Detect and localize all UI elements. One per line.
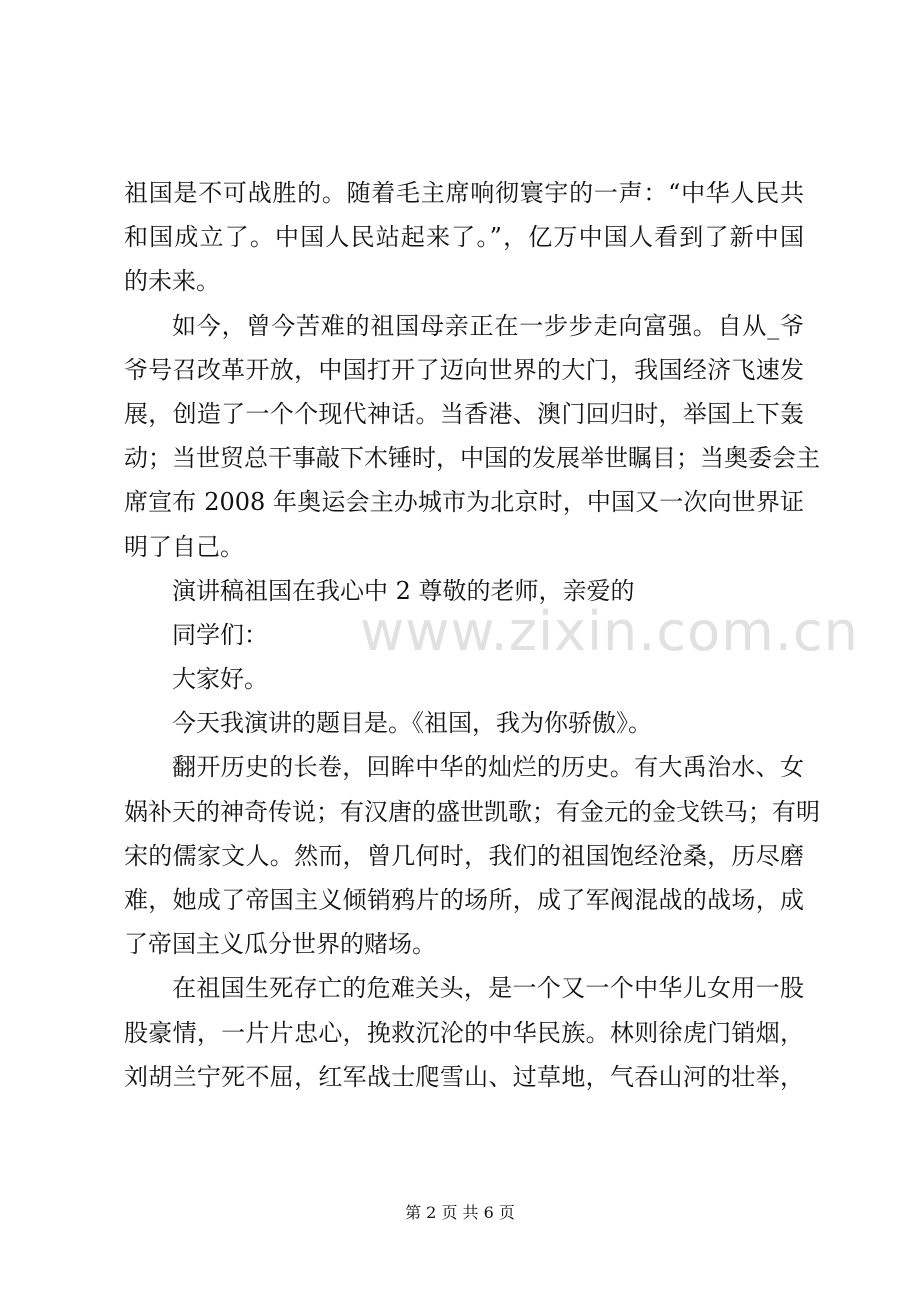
- text-line: 今天我演讲的题目是。《祖国，我为你骄傲》。: [172, 709, 652, 738]
- text-line: 演讲稿祖国在我心中 2 尊敬的老师，亲爱的: [172, 576, 635, 605]
- text-line: 股豪情，一片片忠心，挽救沉沦的中华民族。林则徐虎门销烟，: [124, 1018, 804, 1047]
- text-line: 了帝国主义瓜分世界的赌场。: [124, 930, 436, 959]
- text-line: 娲补天的神奇传说；有汉唐的盛世凯歌；有金元的金戈铁马；有明: [124, 797, 820, 826]
- text-line: 大家好。: [172, 665, 268, 694]
- text-line: 祖国是不可战胜的。随着毛主席响彻寰宇的一声：“中华人民共: [124, 179, 804, 207]
- text-line: 刘胡兰宁死不屈，红军战士爬雪山、过草地，气吞山河的壮举，: [124, 1062, 804, 1091]
- text-line: 和国成立了。中国人民站起来了。”，亿万中国人看到了新中国: [124, 223, 804, 252]
- text-line: 爷号召改革开放，中国打开了迈向世界的大门，我国经济飞速发: [124, 355, 804, 384]
- text-line: 如今，曾今苦难的祖国母亲正在一步步走向富强。自从_爷: [172, 311, 804, 340]
- text-line: 的未来。: [124, 267, 220, 296]
- text-line: 在祖国生死存亡的危难关头，是一个又一个中华儿女用一股: [172, 974, 804, 1003]
- text-line: 动；当世贸总干事敲下木锤时，中国的发展举世瞩目；当奥委会主: [124, 444, 820, 473]
- text-line: 席宣布 2008 年奥运会主办城市为北京时，中国又一次向世界证: [124, 488, 804, 517]
- watermark: www.zixin.com.cn: [360, 600, 859, 663]
- text-line: 难，她成了帝国主义倾销鸦片的场所，成了军阀混战的战场，成: [124, 886, 804, 914]
- text-line: 展，创造了一个个现代神话。当香港、澳门回归时，举国上下轰: [124, 399, 804, 428]
- text-line: 翻开历史的长卷，回眸中华的灿烂的历史。有大禹治水、女: [172, 753, 804, 782]
- text-line: 宋的儒家文人。然而，曾几何时，我们的祖国饱经沧桑，历尽磨: [124, 841, 804, 870]
- text-line: 明了自己。: [124, 532, 244, 561]
- page-number-footer: 第 2 页 共 6 页: [405, 1203, 515, 1222]
- body-text: [124, 171, 820, 1099]
- text-line: 同学们：: [172, 620, 268, 649]
